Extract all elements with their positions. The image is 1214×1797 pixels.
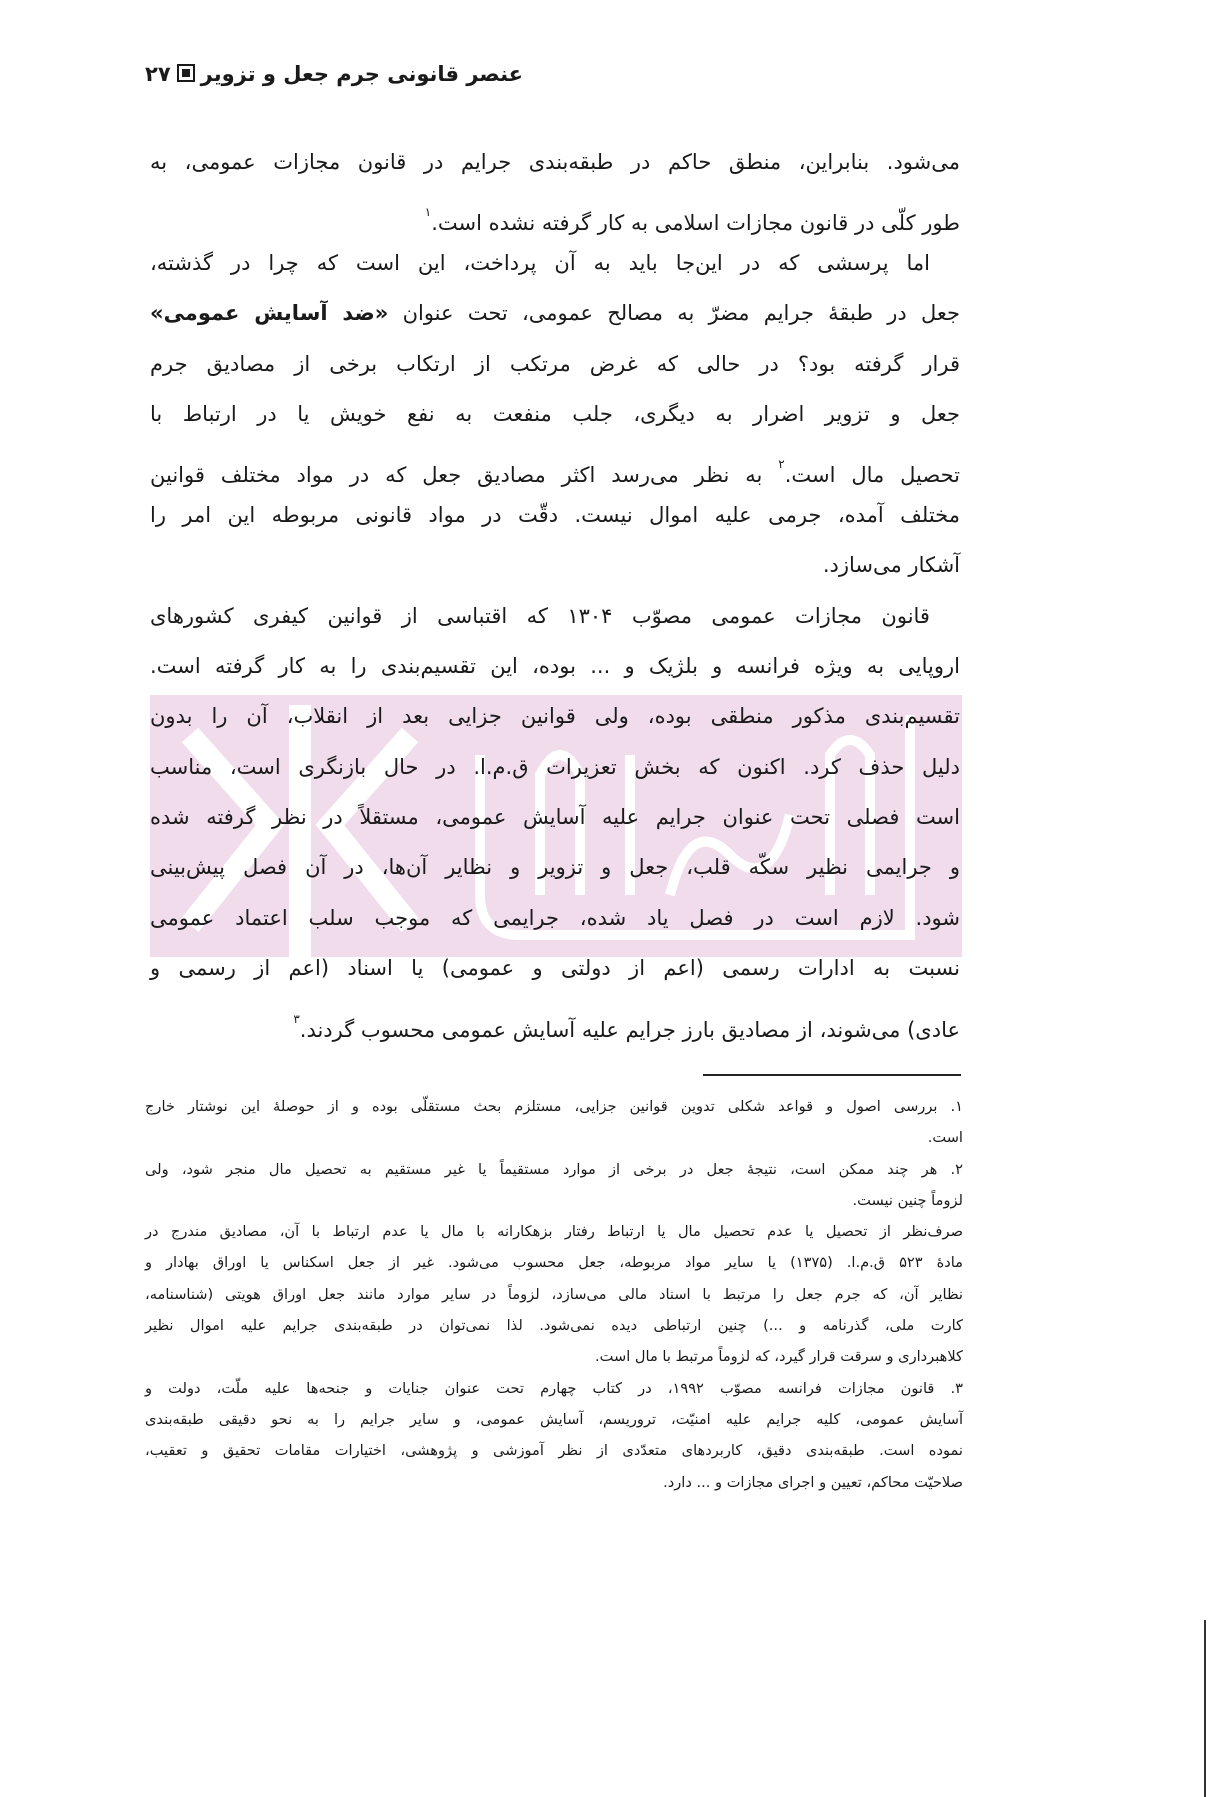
text-span: جعل در طبقهٔ جرایم مضرّ به مصالح عمومی، تحت عنوان bbox=[402, 301, 960, 326]
text-span: طور کلّی در قانون مجازات اسلامی به کار گرفته نشده است. bbox=[431, 211, 960, 236]
text-line: اروپایی به ویژه فرانسه و بلژیک و ... بوده، این تقسیم‌بندی را به کار گرفته است. bbox=[150, 653, 960, 678]
body-text bbox=[150, 137, 960, 1044]
text-span: عادی) می‌شوند، از مصادیق بارز جرایم علیه آسایش عمومی محسوب گردند. bbox=[299, 1017, 960, 1042]
text-line bbox=[150, 439, 960, 489]
footnote-line: ۱. بررسی اصول و قواعد شکلی تدوین قوانین جزایی، مستلزم بحث مستقلّی بوده و از حوصلهٔ این نوشتار خارج bbox=[145, 1098, 963, 1115]
text-line: مختلف آمده، جرمی علیه اموال نیست. دقّت در مواد قانونی مربوطه این امر را bbox=[150, 502, 960, 527]
text-line bbox=[150, 187, 960, 237]
footnote-line: آسایش عمومی، کلیه جرایم علیه امنیّت، تروریسم، آسایش عمومی، و سایر جرایم را به نحو دقیقی طبقه‌بندی bbox=[145, 1410, 963, 1428]
page-edge bbox=[1204, 1620, 1206, 1797]
footnote-line: مادهٔ ۵۲۳ ق.م.ا. (۱۳۷۵) یا سایر مواد مربوطه، جعل محسوب می‌شود. غیر از جعل اسکناس یا اوراق بهادار و bbox=[145, 1254, 963, 1272]
text-line: آشکار می‌سازد. bbox=[822, 553, 960, 578]
text-line: نسبت به ادارات رسمی (اعم از دولتی و عمومی) یا اسناد (اعم از رسمی و bbox=[150, 956, 960, 981]
footnote-ref-2: ۲ bbox=[778, 457, 785, 472]
footnote-line: ۲. هر چند ممکن است، نتیجهٔ جعل در برخی از موارد مستقیماً یا غیر مستقیم به تحصیل مال منجر شود، ولی bbox=[145, 1160, 963, 1178]
header-title: عنصر قانونی جرم جعل و تزویر bbox=[200, 62, 524, 86]
text-line: می‌شود. بنابراین، منطق حاکم در طبقه‌بندی جرایم در قانون مجازات عمومی، به bbox=[150, 150, 960, 174]
square-bullet-icon bbox=[177, 64, 195, 82]
footnote-line: کلاهبرداری و سرقت قرار گیرد، که لزوماً مرتبط با مال است. bbox=[595, 1348, 963, 1366]
text-line: دلیل حذف کرد. اکنون که بخش تعزیرات ق.م.ا. در حال بازنگری است، مناسب bbox=[150, 754, 960, 779]
text-line: تقسیم‌بندی مذکور منطقی بوده، ولی قوانین جزایی بعد از انقلاب، آن را بدون bbox=[150, 704, 960, 729]
footnote-line: لزوماً چنین نیست. bbox=[852, 1191, 963, 1209]
text-line: اما پرسشی که در این‌جا باید به آن پرداخت، این است که چرا در گذشته، bbox=[150, 250, 930, 275]
text-line: جعل و تزویر اضرار به دیگری، جلب منفعت به نفع خویش یا در ارتباط با bbox=[150, 401, 960, 426]
footnote-line: نظایر آن، که جرم جعل را مرتبط با اسناد مالی می‌سازد، لزوماً در سایر موارد مانند جعل اوراق هویتی (شناسنامه، bbox=[145, 1285, 963, 1303]
footnote-line: صلاحیّت محاکم، تعیین و اجرای مجازات و ... دارد. bbox=[663, 1473, 963, 1491]
footnote-line: کارت ملی، گذرنامه و ...) چنین ارتباطی دیده نمی‌شود. لذا نمی‌توان در طبقه‌بندی جرایم علیه اموال نظیر bbox=[145, 1317, 963, 1335]
footnote-ref-1: ۱ bbox=[424, 205, 432, 220]
footnote-ref-3: ۳ bbox=[293, 1011, 300, 1026]
footnote-line: است. bbox=[927, 1129, 963, 1147]
footnote-line: صرف‌نظر از تحصیل یا عدم تحصیل مال یا ارتباط رفتار بزهکارانه با مال یا عدم ارتباط با آن، مصادیق مندرج در bbox=[145, 1223, 963, 1241]
text-line bbox=[150, 288, 960, 338]
text-span: تحصیل مال است. bbox=[784, 463, 960, 488]
footnote-divider bbox=[703, 1074, 961, 1076]
text-line bbox=[150, 994, 960, 1044]
text-line: شود. لازم است در فصل یاد شده، جرایمی که موجب سلب اعتماد عمومی bbox=[150, 905, 960, 930]
text-span: به نظر می‌رسد اکثر مصادیق جعل که در مواد مختلف قوانین bbox=[150, 463, 763, 488]
footnote-line: نموده است. طبقه‌بندی دقیق، کاربردهای متعدّدی از نظر آموزشی و پژوهشی، اختیارات مقامات تحقیق و تعقیب، bbox=[145, 1442, 963, 1460]
text-line: است فصلی تحت عنوان جرایم علیه آسایش عمومی، مستقلاً در نظر گرفته شده bbox=[150, 805, 960, 830]
footnotes bbox=[145, 1091, 963, 1498]
footnote-line: ۳. قانون مجازات فرانسه مصوّب ۱۹۹۲، در کتاب چهارم تحت عنوان جنایات و جنحه‌ها علیه ملّت، دولت و bbox=[145, 1379, 963, 1397]
text-line: و جرایمی نظیر سکّه قلب، جعل و تزویر و نظایر آن‌ها، در آن فصل پیش‌بینی bbox=[150, 855, 960, 880]
bold-term: «ضد آسایش عمومی» bbox=[150, 301, 389, 326]
text-line: قانون مجازات عمومی مصوّب ۱۳۰۴ که اقتباسی از قوانین کیفری کشورهای bbox=[150, 603, 930, 628]
running-header bbox=[145, 62, 565, 86]
page-number: ۲۷ bbox=[145, 62, 171, 86]
text-line: قرار گرفته بود؟ در حالی که غرض مرتکب از ارتکاب برخی از مصادیق جرم bbox=[150, 351, 960, 376]
